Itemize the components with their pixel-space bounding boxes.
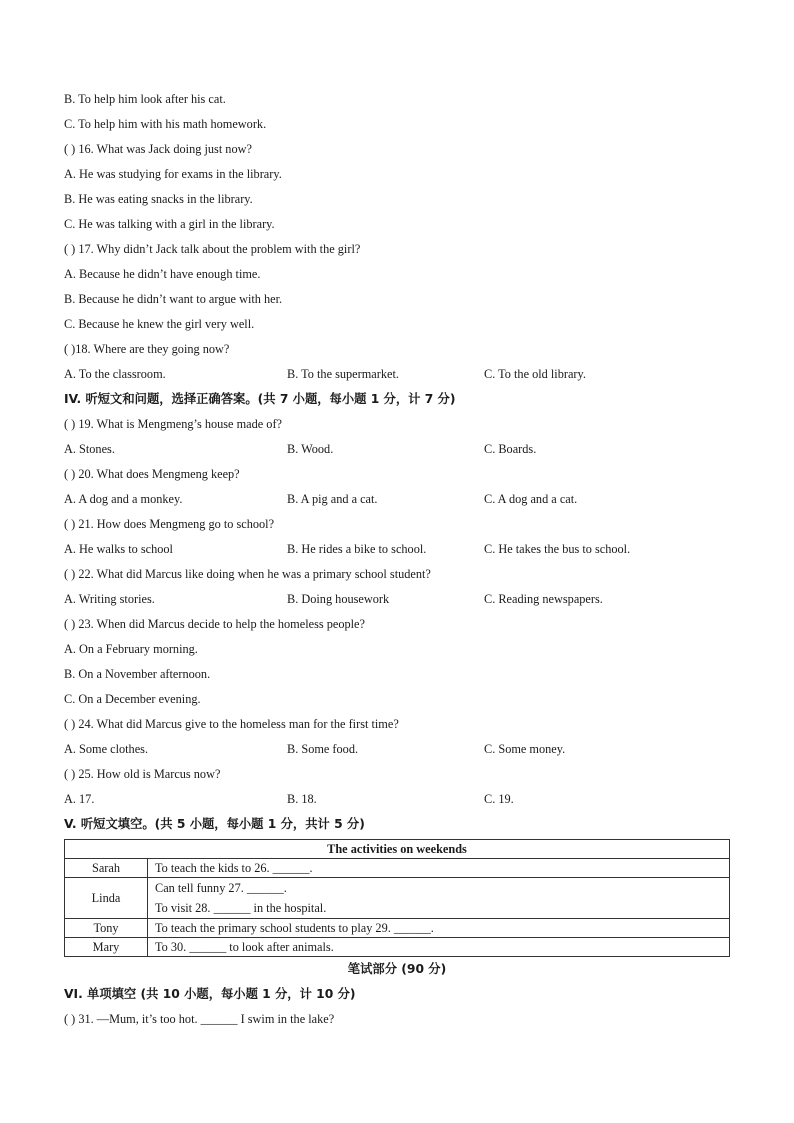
exam-page [64,87,730,1032]
table-activity-cell: To teach the primary school students to play 29. ______. [148,919,730,938]
table-activity-cell [148,878,730,919]
q19-stem: ( ) 19. What is Mengmeng’s house made of? [64,417,282,431]
q24-option-a: A. Some clothes. [64,742,149,756]
q25-option-c: C. 19. [484,792,514,806]
q20-option-b: B. A pig and a cat. [287,492,378,506]
q18-options [64,362,730,387]
table-row [65,938,730,957]
q20-option-a: A. A dog and a monkey. [64,492,183,506]
q21-option-b: B. He rides a bike to school. [287,542,427,556]
activities-table [64,839,730,957]
q16-option-c: C. He was talking with a girl in the library. [64,217,275,231]
q24-option-c: C. Some money. [484,742,566,756]
table-header-row [65,840,730,859]
table-activity-line: To visit 28. ______ in the hospital. [155,901,327,915]
table-row [65,859,730,878]
q25-option-b: B. 18. [287,792,317,806]
q15-option-c: C. To help him with his math homework. [64,117,267,131]
section-4-title: IV. 听短文和问题，选择正确答案。(共 7 小题，每小题 1 分，计 7 分) [64,392,456,406]
q23-option-a: A. On a February morning. [64,642,198,656]
q16-stem: ( ) 16. What was Jack doing just now? [64,142,252,156]
q23-option-c: C. On a December evening. [64,692,201,706]
q20-stem: ( ) 20. What does Mengmeng keep? [64,467,240,481]
q20-options [64,487,730,512]
q17-option-a: A. Because he didn’t have enough time. [64,267,261,281]
table-row [65,878,730,919]
q25-options [64,787,730,812]
section-6-title: VI. 单项填空 (共 10 小题，每小题 1 分，计 10 分) [64,987,356,1001]
q22-option-c: C. Reading newspapers. [484,592,603,606]
table-row [65,919,730,938]
q24-options [64,737,730,762]
q21-options [64,537,730,562]
table-activity-cell: To 30. ______ to look after animals. [148,938,730,957]
q18-option-a: A. To the classroom. [64,367,166,381]
q16-option-b: B. He was eating snacks in the library. [64,192,253,206]
q18-stem: ( )18. Where are they going now? [64,342,230,356]
q24-option-b: B. Some food. [287,742,359,756]
q22-options [64,587,730,612]
written-part-title: 笔试部分 (90 分) [347,962,447,976]
q21-option-a: A. He walks to school [64,542,173,556]
q23-stem: ( ) 23. When did Marcus decide to help the homeless people? [64,617,365,631]
q19-option-c: C. Boards. [484,442,537,456]
q20-option-c: C. A dog and a cat. [484,492,578,506]
q22-stem: ( ) 22. What did Marcus like doing when he was a primary school student? [64,567,431,581]
q16-option-a: A. He was studying for exams in the library. [64,167,282,181]
q21-stem: ( ) 21. How does Mengmeng go to school? [64,517,275,531]
table-name-cell: Sarah [65,859,148,878]
section-5-title: V. 听短文填空。(共 5 小题，每小题 1 分，共计 5 分) [64,817,365,831]
q22-option-b: B. Doing housework [287,592,390,606]
q17-option-c: C. Because he knew the girl very well. [64,317,255,331]
q17-option-b: B. Because he didn’t want to argue with her. [64,292,283,306]
q25-option-a: A. 17. [64,792,95,806]
q15-option-b: B. To help him look after his cat. [64,92,226,106]
q31-stem: ( ) 31. —Mum, it’s too hot. ______ I swim in the lake? [64,1012,335,1026]
table-name-cell: Linda [65,878,148,919]
table-activity-cell: To teach the kids to 26. ______. [148,859,730,878]
q22-option-a: A. Writing stories. [64,592,155,606]
q18-option-c: C. To the old library. [484,367,586,381]
table-activity-line: Can tell funny 27. ______. [155,881,287,895]
table-header: The activities on weekends [65,840,730,859]
q17-stem: ( ) 17. Why didn’t Jack talk about the problem with the girl? [64,242,361,256]
q19-options [64,437,730,462]
q18-option-b: B. To the supermarket. [287,367,399,381]
q19-option-b: B. Wood. [287,442,334,456]
q25-stem: ( ) 25. How old is Marcus now? [64,767,221,781]
table-name-cell: Mary [65,938,148,957]
table-name-cell: Tony [65,919,148,938]
q23-option-b: B. On a November afternoon. [64,667,211,681]
q19-option-a: A. Stones. [64,442,115,456]
q21-option-c: C. He takes the bus to school. [484,542,631,556]
q24-stem: ( ) 24. What did Marcus give to the homeless man for the first time? [64,717,399,731]
